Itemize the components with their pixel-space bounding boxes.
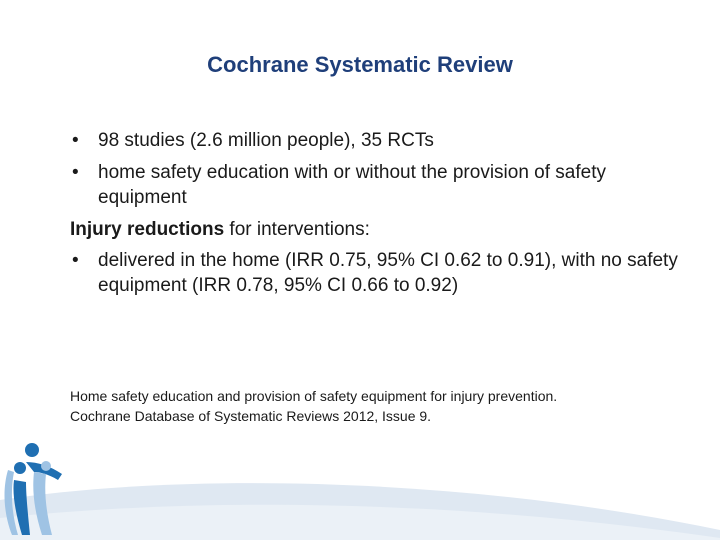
bullet-item — [70, 128, 680, 153]
footer-logo — [0, 440, 720, 540]
citation-line: Cochrane Database of Systematic Reviews 2012, Issue 9. — [70, 408, 432, 424]
bullet-dot: • — [72, 130, 79, 151]
bullet-dot: • — [72, 162, 79, 183]
section-heading-rest: for interventions: — [224, 219, 370, 240]
bullet-text: 98 studies (2.6 million people), 35 RCTs — [98, 130, 434, 151]
slide-body — [70, 128, 680, 298]
bullet-item — [70, 248, 680, 298]
bullet-item — [70, 160, 680, 210]
bullet-dot: • — [72, 250, 79, 271]
section-heading — [70, 217, 680, 242]
bullet-text: home safety education with or without the provision of safety equipment — [98, 162, 606, 208]
citation-line: Home safety education and provision of safety equipment for injury prevention. — [70, 388, 558, 404]
bullet-text: delivered in the home (IRR 0.75, 95% CI 0.62 to 0.91), with no safety equipment (IRR 0.78, 95% CI 0.66 to 0.92) — [98, 250, 678, 296]
section-heading-bold: Injury reductions — [70, 219, 225, 240]
slide-title: Cochrane Systematic Review — [207, 52, 513, 77]
citation — [70, 386, 690, 426]
